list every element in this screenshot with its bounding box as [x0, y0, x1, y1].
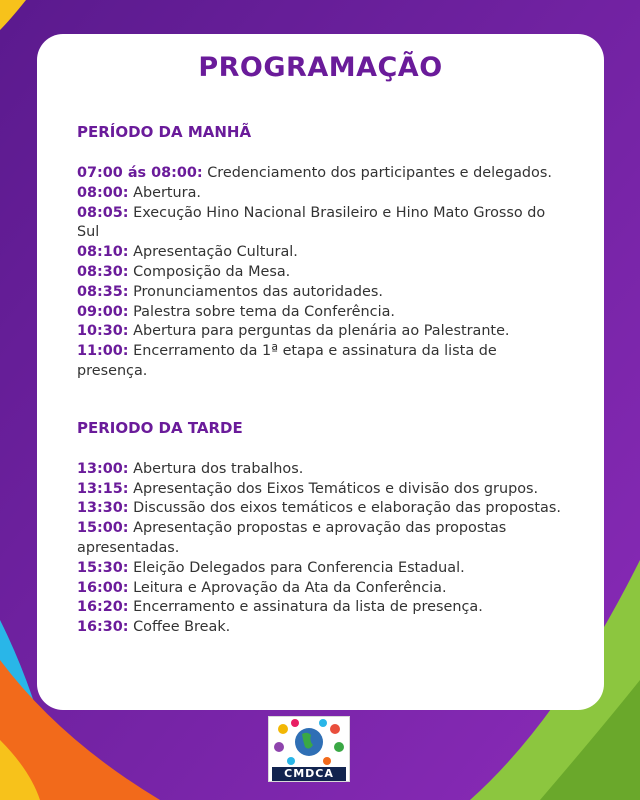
morning-heading: PERÍODO DA MANHÃ: [77, 123, 252, 141]
item-time: 13:15:: [77, 480, 129, 497]
item-time: 13:30:: [77, 500, 129, 517]
item-text: Encerramento e assinatura da lista de presença.: [128, 599, 483, 616]
schedule-item: [77, 303, 564, 323]
schedule-item: [77, 598, 564, 618]
item-text: Palestra sobre tema da Conferência.: [128, 303, 395, 320]
item-text: Abertura dos trabalhos.: [128, 460, 304, 477]
item-text: Encerramento da 1ª etapa e assinatura da lista de presença.: [77, 343, 497, 379]
logo-text: CMDCA: [272, 767, 346, 781]
schedule-item: [77, 184, 564, 204]
item-text: Discussão dos eixos temáticos e elaboração das propostas.: [128, 500, 561, 517]
schedule-item: [77, 243, 564, 263]
item-time: 11:00:: [77, 343, 129, 360]
schedule-item: [77, 322, 564, 342]
afternoon-section: [77, 418, 564, 638]
schedule-item: [77, 519, 564, 559]
item-text: Composição da Mesa.: [128, 263, 291, 280]
schedule-item: [77, 480, 564, 500]
item-text: Apresentação Cultural.: [128, 244, 298, 261]
item-time: 08:00:: [77, 184, 129, 201]
morning-section: [77, 122, 564, 382]
item-text: Pronunciamentos das autoridades.: [128, 283, 383, 300]
item-text: Leitura e Aprovação da Ata da Conferência.: [128, 579, 447, 596]
item-time: 15:00:: [77, 520, 129, 537]
page-title: PROGRAMAÇÃO: [198, 52, 443, 83]
item-time: 16:20:: [77, 599, 129, 616]
item-time: 08:10:: [77, 244, 129, 261]
item-time: 10:30:: [77, 323, 129, 340]
item-time: 09:00:: [77, 303, 129, 320]
item-text: Coffee Break.: [128, 619, 231, 636]
item-time: 13:00:: [77, 460, 129, 477]
item-text: Apresentação dos Eixos Temáticos e divisão dos grupos.: [128, 480, 539, 497]
schedule-item: [77, 579, 564, 599]
schedule-item: [77, 263, 564, 283]
schedule-item: [77, 164, 564, 184]
globe-children-icon: [269, 717, 349, 767]
schedule-item: [77, 499, 564, 519]
item-time: 08:35:: [77, 283, 129, 300]
cmdca-logo: [268, 716, 350, 782]
schedule-item: [77, 618, 564, 638]
item-time: 16:00:: [77, 579, 129, 596]
schedule-item: [77, 559, 564, 579]
item-text: Execução Hino Nacional Brasileiro e Hino Mato Grosso do Sul: [77, 204, 546, 241]
item-time: 16:30:: [77, 619, 129, 636]
item-text: Eleição Delegados para Conferencia Estadual.: [128, 559, 465, 576]
item-text: Abertura.: [128, 184, 201, 201]
item-time: 07:00 ás 08:00:: [77, 165, 203, 181]
item-text: Credenciamento dos participantes e delegados.: [202, 165, 552, 181]
schedule-item: [77, 460, 564, 480]
afternoon-heading: PERIODO DA TARDE: [77, 418, 243, 437]
item-time: 08:30:: [77, 263, 129, 280]
schedule-item: [77, 342, 564, 382]
item-time: 08:05:: [77, 204, 129, 221]
schedule-item: [77, 204, 564, 244]
schedule-item: [77, 283, 564, 303]
item-text: Abertura para perguntas da plenária ao Palestrante.: [128, 323, 510, 340]
item-time: 15:30:: [77, 559, 129, 576]
item-text: Apresentação propostas e aprovação das propostas apresentadas.: [77, 520, 507, 556]
schedule-card: [37, 34, 604, 710]
